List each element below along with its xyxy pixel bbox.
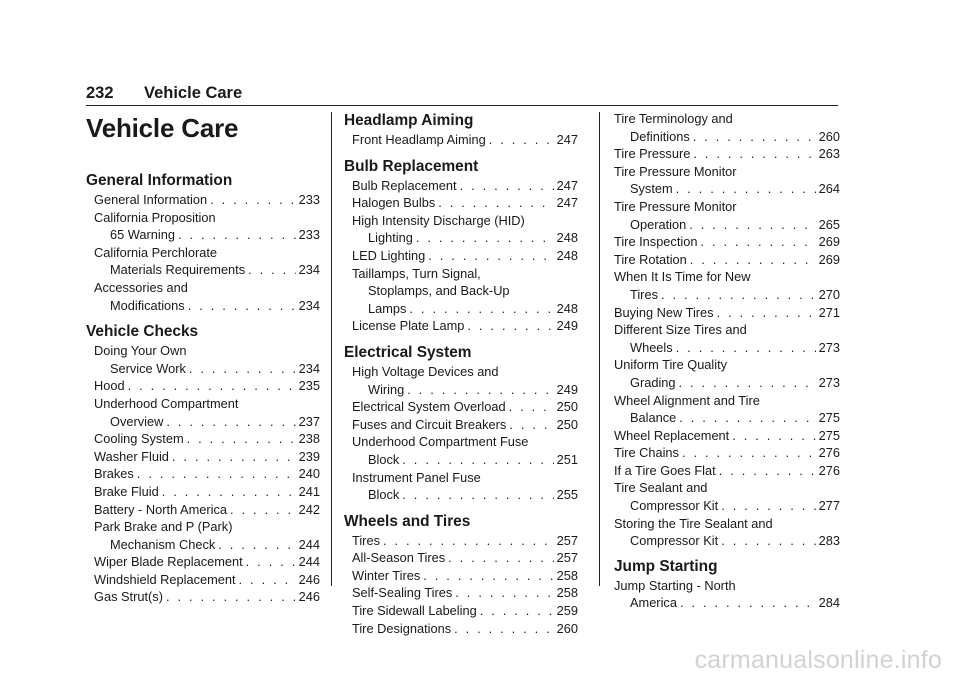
entry-title: 65 Warning <box>110 227 175 243</box>
entry-title: Tire Inspection <box>614 234 698 250</box>
entry-text-line: California Perchlorate <box>94 244 218 260</box>
entry-title: Modifications <box>110 297 185 313</box>
toc-entry[interactable] <box>614 515 840 550</box>
column-divider <box>599 112 600 586</box>
page-ref: 276 <box>818 462 840 478</box>
dot-leader <box>210 191 296 209</box>
entry-line <box>614 251 840 269</box>
entry-title: Hood <box>94 378 125 394</box>
toc-entry[interactable] <box>86 191 320 209</box>
dot-leader <box>717 304 816 322</box>
section-heading: Headlamp Aiming <box>344 112 474 129</box>
toc-entry[interactable] <box>86 430 320 448</box>
entry-title: Brakes <box>94 466 134 482</box>
dot-leader <box>661 286 816 304</box>
dot-leader <box>454 620 554 638</box>
toc-entry[interactable] <box>86 244 320 279</box>
entry-line <box>94 261 320 279</box>
dot-leader <box>676 339 816 357</box>
toc-entry[interactable] <box>86 483 320 501</box>
page-ref: 269 <box>818 234 840 250</box>
page-ref: 258 <box>556 585 578 601</box>
dot-leader <box>509 398 554 416</box>
entry-title: Lighting <box>368 230 413 246</box>
toc-entry[interactable] <box>614 304 840 322</box>
entry-text-line: Tire Pressure Monitor <box>614 163 737 179</box>
entry-text-line: High Voltage Devices and <box>352 363 499 379</box>
dot-leader <box>509 416 553 434</box>
dot-leader <box>676 180 816 198</box>
entry-text-line: Tire Sealant and <box>614 480 708 496</box>
entry-text-line: California Proposition <box>94 209 216 225</box>
entry-title: Tire Designations <box>352 620 452 636</box>
dot-leader <box>188 297 296 315</box>
entry-title: Front Headlamp Aiming <box>352 132 486 147</box>
toc-entry[interactable] <box>344 247 578 265</box>
dot-leader <box>732 427 815 445</box>
page-ref: 255 <box>556 487 578 503</box>
entry-title: Definitions <box>630 128 690 144</box>
toc-column-2 <box>344 110 578 637</box>
page-ref: 233 <box>298 192 320 207</box>
entry-line <box>352 416 578 434</box>
toc-entry[interactable] <box>614 427 840 445</box>
entry-title: Compressor Kit <box>630 498 719 514</box>
section-heading: Wheels and Tires <box>344 512 471 530</box>
entry-line <box>94 501 320 519</box>
entry-title: Tires <box>630 286 658 302</box>
section-heading: General Information <box>86 172 233 189</box>
page-ref: 260 <box>556 620 578 636</box>
page-ref: 249 <box>556 381 578 397</box>
entry-title: Battery - North America <box>94 501 227 517</box>
dot-leader <box>162 483 296 501</box>
toc-entry[interactable] <box>614 110 840 145</box>
dot-leader <box>239 571 296 589</box>
toc-entry[interactable] <box>614 462 840 480</box>
toc-entry[interactable] <box>344 567 578 585</box>
page-ref: 234 <box>298 262 320 278</box>
entry-line <box>614 374 840 392</box>
toc-column-3 <box>614 110 840 612</box>
page-header <box>86 84 242 103</box>
entry-line <box>352 247 578 265</box>
entry-line <box>94 536 320 554</box>
entry-text-line: Instrument Panel Fuse <box>352 469 481 485</box>
entry-text-line: Uniform Tire Quality <box>614 357 728 373</box>
page-ref: 259 <box>556 603 578 619</box>
entry-text-line: Stoplamps, and Back-Up <box>368 283 510 299</box>
page-ref: 237 <box>298 413 320 429</box>
page-ref: 247 <box>556 195 578 211</box>
toc-entry[interactable] <box>86 571 320 589</box>
page-ref: 250 <box>556 416 578 432</box>
dot-leader <box>467 317 553 335</box>
page-ref: 273 <box>818 374 840 390</box>
toc-entry[interactable] <box>614 321 840 356</box>
entry-title: Service Work <box>110 360 186 376</box>
toc-entry[interactable] <box>86 553 320 571</box>
toc-entry[interactable] <box>344 602 578 620</box>
entry-title: All-Season Tires <box>352 550 446 566</box>
dot-leader <box>383 532 554 550</box>
toc-entry[interactable] <box>344 398 578 416</box>
toc-entry[interactable] <box>614 233 840 251</box>
page-ref: 271 <box>818 304 840 320</box>
entry-line <box>614 180 840 198</box>
page-ref: 247 <box>556 177 578 193</box>
dot-leader <box>690 251 816 269</box>
entry-title: Fuses and Circuit Breakers <box>352 416 507 432</box>
entry-title: Halogen Bulbs <box>352 195 436 211</box>
header-rule <box>86 105 838 106</box>
dot-leader <box>172 448 296 466</box>
dot-leader <box>407 381 553 399</box>
entry-line <box>94 553 320 571</box>
entry-line <box>94 413 320 431</box>
entry-line <box>94 571 320 589</box>
dot-leader <box>166 588 296 606</box>
dot-leader <box>246 553 296 571</box>
entry-title: Wiper Blade Replacement <box>94 554 243 570</box>
dot-leader <box>423 567 553 585</box>
dot-leader <box>679 409 815 427</box>
dot-leader <box>455 584 553 602</box>
entry-line <box>614 427 840 445</box>
toc-entry[interactable] <box>614 145 840 163</box>
entry-text-line: Accessories and <box>94 279 188 295</box>
entry-line <box>352 602 578 620</box>
toc-entry[interactable] <box>86 342 320 377</box>
toc-entry[interactable] <box>344 433 578 468</box>
toc-entry[interactable] <box>344 363 578 398</box>
dot-leader <box>128 377 296 395</box>
entry-title: Mechanism Check <box>110 536 216 552</box>
page-ref: 265 <box>818 216 840 232</box>
page-ref: 241 <box>298 483 320 499</box>
entry-title: General Information <box>94 192 208 207</box>
entry-line <box>94 226 320 244</box>
page-ref: 249 <box>556 318 578 334</box>
dot-leader <box>218 536 295 554</box>
section-heading: Jump Starting <box>614 557 718 575</box>
page-ref: 244 <box>298 554 320 570</box>
entry-title: Electrical System Overload <box>352 399 506 415</box>
entry-title: Tire Chains <box>614 445 679 461</box>
toc-entry[interactable] <box>344 265 578 318</box>
dot-leader <box>230 501 296 519</box>
toc-entry[interactable] <box>614 392 840 427</box>
toc-entry[interactable] <box>86 279 320 314</box>
entry-text-line: Underhood Compartment <box>94 395 239 411</box>
dot-leader <box>680 594 816 612</box>
entry-title: Self-Sealing Tires <box>352 585 453 601</box>
entry-line <box>352 486 578 504</box>
entry-line <box>352 381 578 399</box>
page-ref: 251 <box>556 451 578 467</box>
column-divider <box>331 112 332 586</box>
section-heading: Electrical System <box>344 343 472 361</box>
entry-title: License Plate Lamp <box>352 318 465 334</box>
page-ref: 258 <box>556 567 578 583</box>
dot-leader <box>166 413 295 431</box>
page-ref: 234 <box>298 360 320 376</box>
entry-line <box>352 620 578 638</box>
page-ref: 276 <box>818 445 840 461</box>
entry-title: Tire Pressure <box>614 146 691 162</box>
toc-entry[interactable] <box>614 251 840 269</box>
dot-leader <box>178 226 296 244</box>
entry-title: Block <box>368 451 400 467</box>
entry-line <box>94 465 320 483</box>
chapter-title: Vehicle Care <box>86 113 239 143</box>
entry-line <box>94 483 320 501</box>
toc-entry[interactable] <box>614 268 840 303</box>
entry-line <box>352 194 578 212</box>
toc-entry[interactable] <box>614 356 840 391</box>
entry-text-line: When It Is Time for New <box>614 269 751 285</box>
dot-leader <box>721 497 815 515</box>
page-ref: 264 <box>818 181 840 197</box>
page-ref: 240 <box>298 466 320 482</box>
entry-text-line: Tire Terminology and <box>614 111 733 126</box>
dot-leader <box>137 465 296 483</box>
entry-text-line: Park Brake and P (Park) <box>94 519 233 535</box>
dot-leader <box>693 128 816 146</box>
watermark: carmanualsonline.info <box>694 646 942 674</box>
dot-leader <box>448 549 553 567</box>
page-ref: 284 <box>818 595 840 611</box>
entry-title: Lamps <box>368 300 407 316</box>
toc-entry[interactable] <box>344 212 578 247</box>
dot-leader <box>700 233 815 251</box>
entry-line <box>352 131 578 149</box>
page-ref: 273 <box>818 339 840 355</box>
dot-leader <box>402 486 553 504</box>
page-number: 232 <box>86 84 114 102</box>
entry-title: Brake Fluid <box>94 483 159 499</box>
entry-title: System <box>630 181 673 197</box>
entry-title: LED Lighting <box>352 247 426 263</box>
entry-line <box>352 317 578 335</box>
toc-entry[interactable] <box>344 469 578 504</box>
page-ref: 233 <box>298 227 320 243</box>
toc-column-1 <box>86 110 320 606</box>
entry-text-line: Storing the Tire Sealant and <box>614 515 773 531</box>
entry-title: Windshield Replacement <box>94 571 236 587</box>
entry-title: Gas Strut(s) <box>94 589 163 605</box>
toc-entry[interactable] <box>614 577 840 612</box>
entry-line <box>614 444 840 462</box>
entry-line <box>614 409 840 427</box>
page-ref: 269 <box>818 251 840 267</box>
dot-leader <box>689 216 815 234</box>
entry-title: Block <box>368 487 400 503</box>
page-ref: 250 <box>556 399 578 415</box>
dot-leader <box>489 131 554 149</box>
page-ref: 248 <box>556 247 578 263</box>
entry-title: Wheels <box>630 339 673 355</box>
toc-entry[interactable] <box>86 448 320 466</box>
entry-line <box>94 430 320 448</box>
entry-text-line: Taillamps, Turn Signal, <box>352 265 481 281</box>
entry-line <box>94 191 320 209</box>
entry-title: Tire Rotation <box>614 251 687 267</box>
toc-entry[interactable] <box>86 465 320 483</box>
entry-text-line: Underhood Compartment Fuse <box>352 434 529 450</box>
dot-leader <box>409 300 553 318</box>
toc-entry[interactable] <box>344 532 578 550</box>
entry-line <box>352 300 578 318</box>
page-ref: 235 <box>298 378 320 394</box>
toc-entry[interactable] <box>344 317 578 335</box>
dot-leader <box>248 261 296 279</box>
dot-leader <box>428 247 553 265</box>
page-ref: 275 <box>818 410 840 426</box>
entry-title: Materials Requirements <box>110 262 246 278</box>
page-ref: 275 <box>818 427 840 443</box>
toc-entry[interactable] <box>86 377 320 395</box>
entry-line <box>614 594 840 612</box>
page-ref: 257 <box>556 550 578 566</box>
entry-line <box>352 549 578 567</box>
page-ref: 283 <box>818 533 840 549</box>
entry-line <box>614 532 840 550</box>
dot-leader <box>721 532 815 550</box>
dot-leader <box>187 430 296 448</box>
dot-leader <box>438 194 553 212</box>
entry-line <box>614 497 840 515</box>
entry-title: Tire Sidewall Labeling <box>352 603 477 619</box>
entry-line <box>94 297 320 315</box>
page-ref: 244 <box>298 536 320 552</box>
dot-leader <box>719 462 816 480</box>
page-ref: 246 <box>298 589 320 605</box>
entry-text-line: Doing Your Own <box>94 343 187 359</box>
entry-title: Wheel Replacement <box>614 427 730 443</box>
entry-line <box>614 339 840 357</box>
entry-line <box>352 398 578 416</box>
entry-title: Balance <box>630 410 677 426</box>
entry-line <box>614 462 840 480</box>
entry-title: America <box>630 595 677 611</box>
page-ref: 263 <box>818 146 840 162</box>
dot-leader <box>189 360 296 378</box>
entry-line <box>352 177 578 195</box>
toc-entry[interactable] <box>344 131 578 149</box>
entry-title: Overview <box>110 413 164 429</box>
toc-entry[interactable] <box>614 444 840 462</box>
page-ref: 248 <box>556 300 578 316</box>
entry-title: Tires <box>352 532 380 548</box>
toc-entry[interactable] <box>86 395 320 430</box>
entry-line <box>614 145 840 163</box>
page-ref: 277 <box>818 498 840 514</box>
toc-entry[interactable] <box>86 501 320 519</box>
running-title: Vehicle Care <box>144 84 243 102</box>
toc-entry[interactable] <box>344 620 578 638</box>
toc-entry[interactable] <box>86 209 320 244</box>
entry-line <box>352 567 578 585</box>
entry-title: Buying New Tires <box>614 304 714 320</box>
dot-leader <box>693 145 815 163</box>
entry-title: Operation <box>630 216 687 232</box>
dot-leader <box>679 374 816 392</box>
entry-line <box>94 448 320 466</box>
entry-line <box>614 286 840 304</box>
entry-line <box>614 128 840 146</box>
page-ref: 270 <box>818 286 840 302</box>
page-ref: 247 <box>556 132 578 147</box>
toc-entry[interactable] <box>614 163 840 198</box>
entry-line <box>614 233 840 251</box>
page-ref: 246 <box>298 571 320 587</box>
section-heading: Vehicle Checks <box>86 323 199 341</box>
toc-entry[interactable] <box>344 194 578 212</box>
page-ref: 238 <box>298 431 320 447</box>
entry-line <box>614 216 840 234</box>
entry-line <box>352 584 578 602</box>
entry-title: Bulb Replacement <box>352 177 457 193</box>
toc-entry[interactable] <box>614 479 840 514</box>
entry-line <box>352 229 578 247</box>
dot-leader <box>460 177 554 195</box>
entry-line <box>94 360 320 378</box>
page-ref: 257 <box>556 532 578 548</box>
section-heading: Bulb Replacement <box>344 157 479 175</box>
dot-leader <box>480 602 554 620</box>
entry-line <box>94 588 320 606</box>
entry-line <box>352 451 578 469</box>
page-ref: 248 <box>556 230 578 246</box>
dot-leader <box>416 229 554 247</box>
toc-entry[interactable] <box>344 177 578 195</box>
entry-line <box>94 377 320 395</box>
entry-line <box>614 304 840 322</box>
toc-entry[interactable] <box>344 584 578 602</box>
entry-title: If a Tire Goes Flat <box>614 462 716 478</box>
entry-text-line: Tire Pressure Monitor <box>614 198 737 214</box>
entry-text-line: Jump Starting - North <box>614 577 736 593</box>
page-ref: 234 <box>298 297 320 313</box>
entry-title: Cooling System <box>94 431 184 447</box>
entry-title: Winter Tires <box>352 567 421 583</box>
page-ref: 239 <box>298 448 320 464</box>
entry-title: Wiring <box>368 381 405 397</box>
dot-leader <box>402 451 553 469</box>
dot-leader <box>682 444 816 462</box>
page-ref: 260 <box>818 128 840 144</box>
entry-text-line: Wheel Alignment and Tire <box>614 392 760 408</box>
entry-title: Grading <box>630 374 676 390</box>
page-ref: 242 <box>298 501 320 517</box>
entry-text-line: High Intensity Discharge (HID) <box>352 212 525 228</box>
toc-entry[interactable] <box>86 588 320 606</box>
entry-text-line: Different Size Tires and <box>614 322 747 338</box>
entry-title: Compressor Kit <box>630 533 719 549</box>
entry-line <box>352 532 578 550</box>
toc-entry[interactable] <box>614 198 840 233</box>
entry-title: Washer Fluid <box>94 448 169 464</box>
toc-entry[interactable] <box>344 416 578 434</box>
toc-entry[interactable] <box>344 549 578 567</box>
toc-entry[interactable] <box>86 518 320 553</box>
